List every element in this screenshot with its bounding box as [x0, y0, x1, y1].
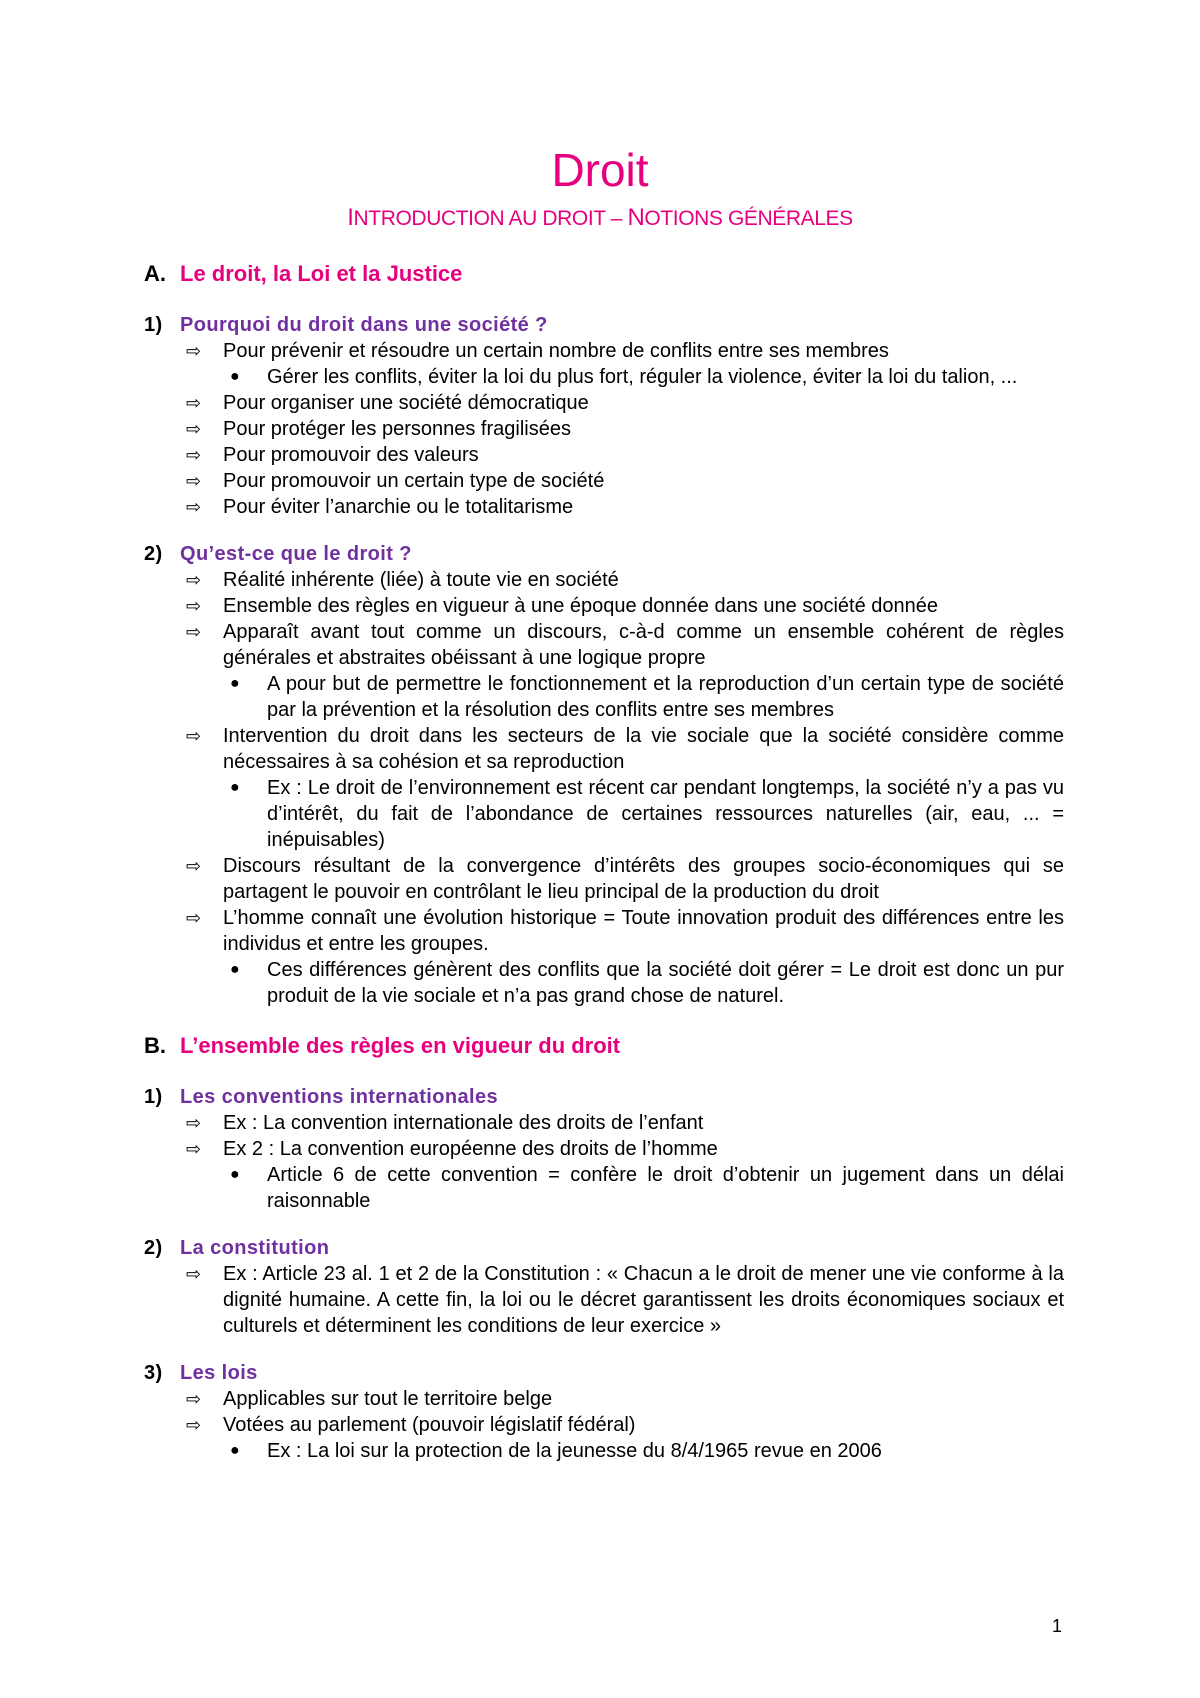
subsection-title: Pourquoi du droit dans une société ?: [180, 314, 548, 336]
bullet-item: [144, 1438, 1064, 1464]
spacer: [144, 290, 1064, 312]
bullet-item: [144, 364, 1064, 390]
bullet-item: [144, 775, 1064, 853]
list-item-text: Pour éviter l’anarchie ou le totalitarisme: [223, 496, 574, 518]
list-item-text: Pour promouvoir des valeurs: [223, 444, 479, 466]
subsection-title: La constitution: [180, 1237, 330, 1259]
right-arrow-icon: ⇨: [186, 497, 202, 517]
right-arrow-icon: ⇨: [186, 570, 202, 590]
list-item: [144, 853, 1064, 905]
list-item-text: Intervention du droit dans les secteurs de la vie sociale que la société considère comme nécessaires à sa cohésion et sa reproduction: [223, 725, 1064, 773]
list-item: [144, 494, 1064, 520]
right-arrow-icon: ⇨: [186, 1264, 202, 1284]
bullet-icon: ●: [230, 961, 240, 978]
subsection-title: Les conventions internationales: [180, 1086, 499, 1108]
bullet-item-text: Ex : La loi sur la protection de la jeunesse du 8/4/1965 revue en 2006: [267, 1440, 882, 1462]
list-item: [144, 416, 1064, 442]
right-arrow-icon: ⇨: [186, 393, 202, 413]
list-item: [144, 1110, 1064, 1136]
section-label: B.: [144, 1033, 166, 1058]
subtitle-rest-1: NTRODUCTION AU DROIT –: [353, 207, 628, 230]
list-item-text: Votées au parlement (pouvoir législatif fédéral): [223, 1414, 636, 1436]
subsection-heading: [144, 1235, 1064, 1261]
right-arrow-icon: ⇨: [186, 1139, 202, 1159]
subtitle-initial-1: I: [347, 204, 354, 231]
subsection-heading: [144, 312, 1064, 338]
bullet-item-text: Ex : Le droit de l’environnement est récent car pendant longtemps, la société n’y a pas vu d’intérêt, du fait de l’abondance de certaines ressources naturelles (air, eau, ... = inépuisables): [267, 777, 1064, 851]
right-arrow-icon: ⇨: [186, 908, 202, 928]
right-arrow-icon: ⇨: [186, 1389, 202, 1409]
right-arrow-icon: ⇨: [186, 471, 202, 491]
list-item-text: L’homme connaît une évolution historique = Toute innovation produit des différences entre les individus et entre les groupes.: [223, 907, 1064, 955]
subsection-heading: [144, 1360, 1064, 1386]
bullet-item-text: Article 6 de cette convention = confère le droit d’obtenir un jugement dans un délai raisonnable: [267, 1164, 1064, 1212]
bullet-icon: ●: [230, 368, 240, 385]
list-item-text: Apparaît avant tout comme un discours, c-à-d comme un ensemble cohérent de règles générales et abstraites obéissant à une logique propre: [223, 621, 1064, 669]
section-title: L’ensemble des règles en vigueur du droit: [180, 1033, 621, 1058]
list-item-text: Réalité inhérente (liée) à toute vie en société: [223, 569, 619, 591]
list-item-text: Applicables sur tout le territoire belge: [223, 1388, 553, 1410]
list-item: [144, 723, 1064, 775]
section-title: Le droit, la Loi et la Justice: [180, 261, 463, 286]
list-item-text: Ensemble des règles en vigueur à une époque donnée dans une société donnée: [223, 595, 938, 617]
subtitle-rest-2: OTIONS GÉNÉRALES: [644, 207, 853, 230]
bullet-item-text: A pour but de permettre le fonctionnement et la reproduction d’un certain type de société par la prévention et la résolution des conflits entre ses membres: [267, 673, 1064, 721]
list-item: [144, 442, 1064, 468]
spacer: [144, 520, 1064, 541]
list-item-text: Pour organiser une société démocratique: [223, 392, 589, 414]
right-arrow-icon: ⇨: [186, 622, 202, 642]
list-item: [144, 619, 1064, 671]
document-subtitle: [0, 204, 1200, 233]
right-arrow-icon: ⇨: [186, 1113, 202, 1133]
spacer: [144, 1009, 1064, 1030]
subsection-label: 2): [144, 543, 163, 565]
list-item: [144, 1261, 1064, 1339]
list-item: [144, 468, 1064, 494]
list-item: [144, 390, 1064, 416]
bullet-item: [144, 1162, 1064, 1214]
bullet-item-text: Ces différences génèrent des conflits que la société doit gérer = Le droit est donc un pur produit de la vie sociale et n’a pas grand chose de naturel.: [267, 959, 1064, 1007]
list-item-text: Ex 2 : La convention européenne des droits de l’homme: [223, 1138, 718, 1160]
list-item-text: Pour prévenir et résoudre un certain nombre de conflits entre ses membres: [223, 340, 889, 362]
document-body: [144, 258, 1064, 1464]
right-arrow-icon: ⇨: [186, 419, 202, 439]
bullet-icon: ●: [230, 1442, 240, 1459]
bullet-item: [144, 671, 1064, 723]
right-arrow-icon: ⇨: [186, 856, 202, 876]
subsection-heading: [144, 541, 1064, 567]
subsection-label: 1): [144, 1086, 163, 1108]
right-arrow-icon: ⇨: [186, 726, 202, 746]
bullet-icon: ●: [230, 779, 240, 796]
right-arrow-icon: ⇨: [186, 596, 202, 616]
bullet-item-text: Gérer les conflits, éviter la loi du plus fort, réguler la violence, éviter la loi du talion, ...: [267, 366, 1018, 388]
bullet-item: [144, 957, 1064, 1009]
subtitle-initial-2: N: [627, 204, 645, 231]
spacer: [144, 1214, 1064, 1235]
bullet-icon: ●: [230, 675, 240, 692]
section-label: A.: [144, 261, 166, 286]
list-item: [144, 905, 1064, 957]
subsection-label: 2): [144, 1237, 163, 1259]
list-item: [144, 567, 1064, 593]
subsection-label: 1): [144, 314, 163, 336]
right-arrow-icon: ⇨: [186, 1415, 202, 1435]
bullet-icon: ●: [230, 1166, 240, 1183]
page-number: 1: [1051, 1616, 1062, 1636]
list-item-text: Discours résultant de la convergence d’intérêts des groupes socio-économiques qui se partagent le pouvoir en contrôlant le lieu principal de la production du droit: [223, 855, 1064, 903]
document-title: Droit: [551, 144, 649, 196]
right-arrow-icon: ⇨: [186, 445, 202, 465]
list-item-text: Pour protéger les personnes fragilisées: [223, 418, 571, 440]
list-item: [144, 1386, 1064, 1412]
list-item: [144, 338, 1064, 364]
list-item-text: Ex : Article 23 al. 1 et 2 de la Constitution : « Chacun a le droit de mener une vie conforme à la dignité humaine. A cette fin, la loi ou le décret garantissent les droits économiques sociaux et culturels et déterminent les conditions de leur exercice »: [223, 1263, 1064, 1337]
subsection-label: 3): [144, 1362, 163, 1384]
list-item: [144, 593, 1064, 619]
right-arrow-icon: ⇨: [186, 341, 202, 361]
spacer: [144, 1062, 1064, 1084]
section-heading: [144, 258, 1064, 290]
subsection-heading: [144, 1084, 1064, 1110]
list-item-text: Ex : La convention internationale des droits de l’enfant: [223, 1112, 704, 1134]
spacer: [144, 1339, 1064, 1360]
subsection-title: Les lois: [180, 1362, 258, 1384]
list-item: [144, 1412, 1064, 1438]
subsection-title: Qu’est-ce que le droit ?: [180, 543, 412, 565]
section-heading: [144, 1030, 1064, 1062]
list-item-text: Pour promouvoir un certain type de société: [223, 470, 605, 492]
list-item: [144, 1136, 1064, 1162]
